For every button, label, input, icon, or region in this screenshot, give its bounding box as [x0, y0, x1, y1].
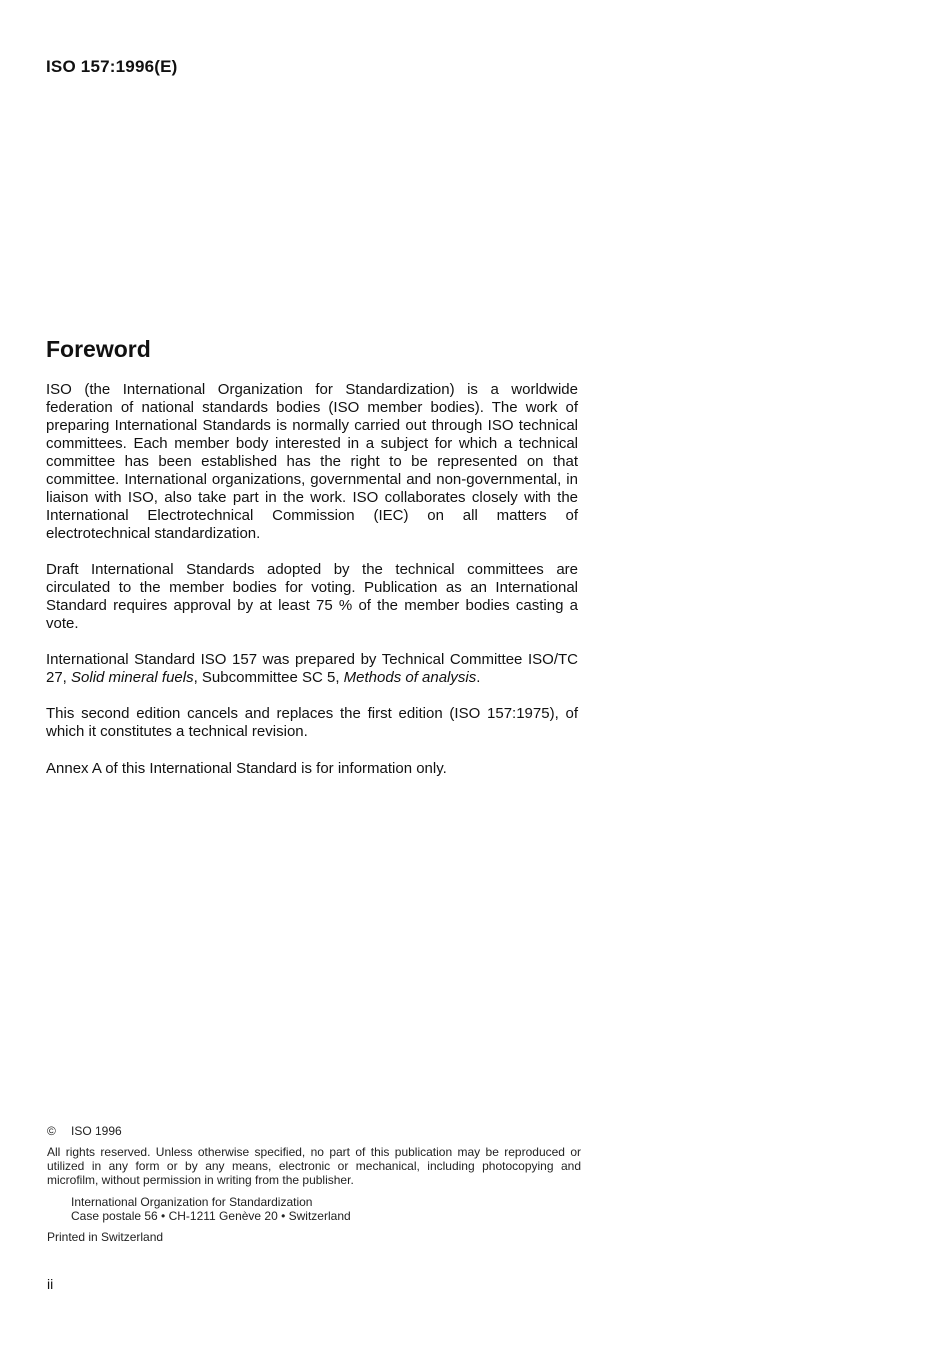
standard-code: ISO 157:1996(E) [46, 57, 178, 76]
printed-in: Printed in Switzerland [47, 1230, 164, 1244]
address-line-1: International Organization for Standardization [71, 1195, 313, 1209]
para3-suffix: . [476, 669, 481, 686]
sc-title: Methods of analysis [343, 669, 477, 686]
copyright-line [47, 1124, 581, 1138]
foreword-paragraph-5: Annex A of this International Standard is for information only. [46, 760, 447, 777]
copyright-icon: © [47, 1124, 56, 1138]
foreword-paragraph-4: This second edition cancels and replaces the first edition (ISO 157:1975), of which it constitutes a technical revision. [46, 705, 578, 740]
para3-middle: , Subcommittee SC 5, [193, 669, 344, 686]
tc-title: Solid mineral fuels [71, 669, 194, 686]
foreword-heading: Foreword [46, 336, 151, 362]
copyright-text: ISO 1996 [71, 1124, 122, 1138]
address-line-2: Case postale 56 • CH-1211 Genève 20 • Switzerland [71, 1209, 351, 1223]
foreword-paragraph-2: Draft International Standards adopted by the technical committees are circulated to the member bodies for voting. Publication as an International Standard requires approval by at least 75 % of the member bodies casting a vote. [46, 561, 578, 632]
rights-notice: All rights reserved. Unless otherwise specified, no part of this publication may be reproduced or utilized in any form or by any means, electronic or mechanical, including photocopying and microfilm, without permission in writing from the publisher. [47, 1145, 581, 1187]
para3-prefix: International Standard ISO 157 was prepared by Technical Committee ISO/TC 27, [46, 651, 578, 686]
page-number: ii [47, 1276, 54, 1292]
foreword-paragraph-3 [46, 651, 578, 687]
publisher-address [71, 1195, 605, 1223]
foreword-paragraph-1: ISO (the International Organization for Standardization) is a worldwide federation of national standards bodies (ISO member bodies). The work of preparing International Standards is normally carried out through ISO technical committees. Each member body interested in a subject for which a technical committee has been established has the right to be represented on that committee. International organizations, governmental and non-governmental, in liaison with ISO, also take part in the work. ISO collaborates closely with the International Electrotechnical Commission (IEC) on all matters of electrotechnical standardization. [46, 381, 578, 542]
